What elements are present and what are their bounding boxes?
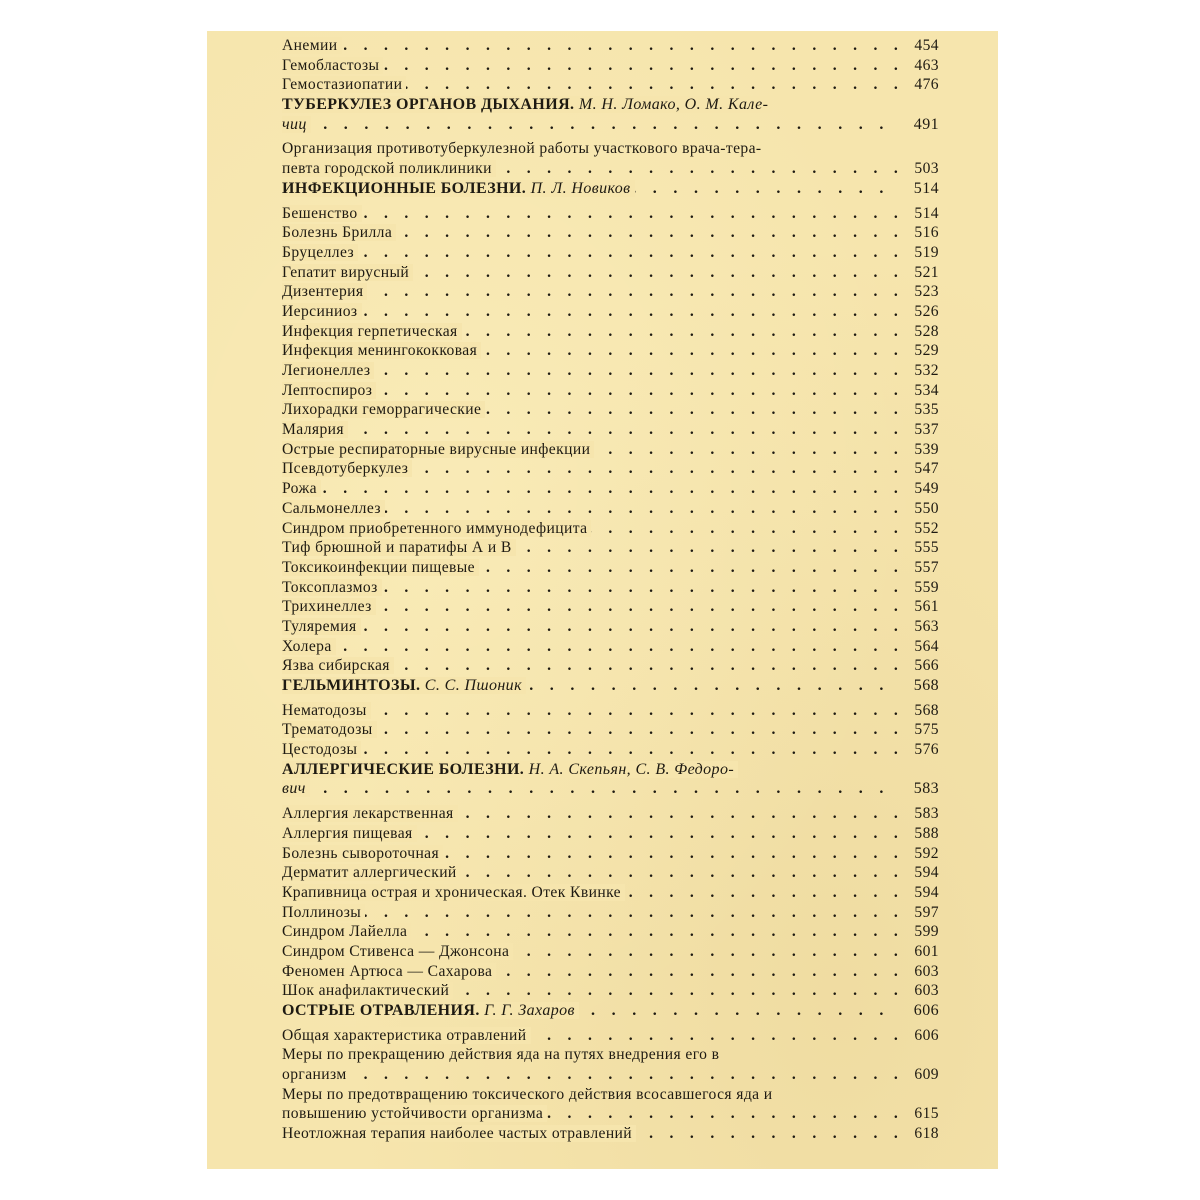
section-author: Г. Г. Захаров [484, 1002, 575, 1019]
toc-entry-page: 603 [914, 962, 939, 980]
toc-entry [282, 381, 939, 401]
toc-entry-page: 523 [914, 283, 939, 301]
section-heading-tb [282, 95, 939, 115]
toc-entry-title: Организация противотуберкулезной работы участкового врача-тера- [282, 140, 762, 158]
toc-entry [282, 322, 939, 342]
toc-entry-page: 583 [914, 805, 939, 823]
toc-entry-title-cont: повышению устойчивости организма [282, 1105, 547, 1122]
toc-entry-page: 594 [914, 864, 939, 882]
table-of-contents [282, 36, 939, 1144]
toc-entry-page: 549 [914, 480, 939, 498]
toc-entry-page: 516 [914, 224, 939, 242]
toc-entry-page: 563 [914, 617, 939, 635]
toc-entry [282, 617, 939, 637]
toc-entry [282, 597, 939, 617]
toc-entry [282, 1104, 939, 1124]
toc-entry-title: Рожа [282, 480, 321, 497]
toc-entry [282, 962, 939, 982]
toc-entry-title: Дизентерия [282, 283, 367, 300]
toc-entry [282, 440, 939, 460]
toc-entry-page: 539 [914, 440, 939, 458]
toc-entry [282, 341, 939, 361]
toc-entry [282, 56, 939, 76]
toc-entry [282, 459, 939, 479]
toc-entry [282, 400, 939, 420]
toc-entry-page: 599 [914, 923, 939, 941]
toc-entry [282, 420, 939, 440]
toc-entry-title: Меры по предотвращению токсического действия всосавшегося яда и [282, 1085, 773, 1103]
toc-entry [282, 263, 939, 283]
toc-entry [282, 36, 939, 56]
toc-entry-title: Аллергия лекарственная [282, 805, 458, 822]
section-page: 606 [913, 1002, 939, 1019]
section-title: ОСТРЫЕ ОТРАВЛЕНИЯ. [282, 1002, 480, 1019]
toc-entry [282, 578, 939, 598]
toc-entry [282, 499, 939, 519]
toc-entry [282, 519, 939, 539]
toc-entry-title: Гемобластозы [282, 57, 383, 74]
toc-entry-page: 547 [914, 460, 939, 478]
toc-entry [282, 1124, 939, 1144]
section-title: ТУБЕРКУЛЕЗ ОРГАНОВ ДЫХАНИЯ. [282, 96, 575, 114]
toc-entry-page: 564 [914, 637, 939, 655]
toc-entry-wrap-line [282, 139, 939, 159]
toc-entry-title: Инфекция менингококковая [282, 342, 481, 359]
section-author: С. С. Пшоник [424, 677, 522, 694]
toc-entry-page: 521 [914, 263, 939, 281]
toc-entry-page: 576 [914, 741, 939, 759]
toc-entry-title: Бешенство [282, 205, 362, 222]
toc-entry-page: 597 [914, 903, 939, 921]
toc-entry-page: 454 [914, 37, 939, 54]
allerg-list [282, 804, 939, 1001]
toc-entry [282, 701, 939, 721]
section-page: 491 [913, 115, 939, 133]
toc-entry-page: 528 [914, 322, 939, 340]
toc-entry-title: Неотложная терапия наиболее частых отравлений [282, 1125, 636, 1142]
toc-entry-page: 529 [914, 342, 939, 360]
toc-entry-title: Токсикоинфекции пищевые [282, 559, 479, 576]
toc-entry-page: 561 [914, 598, 939, 616]
section-page: 514 [913, 179, 939, 197]
toc-entry [282, 302, 939, 322]
toc-entry-title: Цестодозы [282, 741, 361, 758]
toc-entry [282, 75, 939, 95]
toc-entry-wrap-line [282, 1045, 939, 1065]
book-page [207, 31, 998, 1169]
toc-entry-title: Болезнь сывороточная [282, 845, 443, 862]
section-heading-tb-cont [282, 115, 939, 135]
toc-entry-title: Общая характеристика отравлений [282, 1027, 531, 1044]
toc-entry-page: 532 [914, 362, 939, 379]
toc-entry-title: Тиф брюшной и паратифы А и В [282, 539, 516, 556]
toc-entry-title-cont: организм [282, 1066, 351, 1083]
toc-entry-page: 519 [914, 243, 939, 261]
toc-entry [282, 159, 939, 179]
toc-entry-page: 594 [914, 883, 939, 901]
section-heading-allerg [282, 760, 939, 780]
toc-entry-page: 503 [914, 160, 939, 178]
toc-entry-title: Острые респираторные вирусные инфекции [282, 441, 594, 458]
toc-entry-title: Синдром приобретенного иммунодефицита [282, 520, 591, 537]
section-heading-poison [282, 1001, 939, 1021]
toc-entry-title: Язва сибирская [282, 657, 394, 674]
toc-entry [282, 538, 939, 558]
section-author: П. Л. Новиков [530, 179, 631, 197]
toc-entry-page: 588 [914, 824, 939, 842]
toc-entry-page: 476 [914, 76, 939, 94]
toc-entry [282, 204, 939, 224]
toc-entry-title: Легионеллез [282, 362, 374, 379]
toc-entry-page: 575 [914, 721, 939, 739]
toc-entry-title: Иерсиниоз [282, 303, 362, 320]
toc-entry-title: Синдром Лайелла [282, 923, 411, 940]
toc-entry [282, 223, 939, 243]
toc-entry-title: Холера [282, 638, 336, 655]
section-author: М. Н. Ломако, О. М. Кале- [578, 96, 769, 114]
toc-entry-page: 609 [914, 1066, 939, 1084]
toc-entry-title: Нематодозы [282, 702, 371, 719]
toc-entry [282, 922, 939, 942]
toc-entry-page: 615 [914, 1105, 939, 1123]
toc-entry [282, 981, 939, 1001]
toc-entry [282, 282, 939, 302]
toc-entry [282, 656, 939, 676]
toc-entry [282, 844, 939, 864]
section-heading-infect [282, 179, 939, 199]
toc-entry-page: 526 [914, 302, 939, 320]
toc-entry-page: 514 [914, 204, 939, 222]
section-author: Н. А. Скепьян, С. В. Федоро- [528, 760, 735, 778]
toc-entry-page: 550 [914, 499, 939, 517]
toc-entry-title: Трихинеллез [282, 598, 376, 615]
toc-entry-title: Сальмонеллез [282, 500, 385, 517]
toc-entry-page: 603 [914, 982, 939, 1000]
toc-entry [282, 863, 939, 883]
section-page: 568 [913, 677, 939, 694]
toc-entry-page: 606 [914, 1026, 939, 1044]
toc-entry-title: Крапивница острая и хроническая. Отек Квинке [282, 884, 625, 901]
toc-entry-page: 601 [914, 942, 939, 960]
toc-entry-page: 592 [914, 844, 939, 862]
infect-list [282, 204, 939, 677]
section-heading-allerg-cont [282, 779, 939, 799]
toc-entry [282, 824, 939, 844]
section-title: АЛЛЕРГИЧЕСКИЕ БОЛЕЗНИ. [282, 760, 525, 778]
toc-entry-title: Феномен Артюса — Сахарова [282, 963, 496, 980]
toc-entry [282, 740, 939, 760]
toc-entry [282, 1026, 939, 1046]
toc-entry-title: Гепатит вирусный [282, 264, 413, 281]
section-author-cont: вич [282, 780, 306, 798]
toc-entry-title: Гемостазиопатии [282, 76, 406, 93]
toc-entry [282, 720, 939, 740]
toc-entry [282, 1065, 939, 1085]
section-title: ИНФЕКЦИОННЫЕ БОЛЕЗНИ. [282, 179, 527, 197]
toc-entry-title: Инфекция герпетическая [282, 323, 462, 340]
toc-entry-page: 463 [914, 56, 939, 74]
toc-entry-title: Трематодозы [282, 721, 377, 738]
toc-entry-wrap-line [282, 1085, 939, 1105]
toc-entry [282, 942, 939, 962]
toc-entry-title: Лептоспироз [282, 382, 376, 399]
toc-entry-page: 552 [914, 519, 939, 537]
toc-entry-title: Туляремия [282, 618, 361, 635]
toc-entry [282, 903, 939, 923]
toc-entry [282, 243, 939, 263]
toc-entry-title: Малярия [282, 421, 348, 438]
section-heading-helm [282, 676, 939, 696]
toc-entry-title: Шок анафилактический [282, 982, 453, 999]
helm-list [282, 701, 939, 760]
toc-entry-title: Дерматит аллергический [282, 864, 461, 881]
toc-entry-page: 535 [914, 401, 939, 419]
toc-entry-title: Болезнь Брилла [282, 224, 396, 241]
toc-entry-page: 534 [914, 381, 939, 399]
toc-entry-title-cont: певта городской поликлиники [282, 160, 496, 177]
toc-entry-title: Меры по прекращению действия яда на путях внедрения его в [282, 1046, 720, 1064]
toc-entry-page: 559 [914, 578, 939, 596]
toc-entry-page: 537 [914, 421, 939, 439]
toc-entry [282, 804, 939, 824]
toc-entry [282, 883, 939, 903]
toc-entry-title: Аллергия пищевая [282, 825, 417, 842]
toc-entry [282, 479, 939, 499]
section-author-cont: чиц [282, 115, 307, 133]
toc-entry [282, 558, 939, 578]
toc-entry-page: 555 [914, 539, 939, 557]
section-title: ГЕЛЬМИНТОЗЫ. [282, 677, 421, 694]
toc-entry-page: 557 [914, 558, 939, 576]
toc-entry [282, 637, 939, 657]
toc-entry [282, 361, 939, 381]
toc-entry-title: Поллинозы [282, 904, 365, 921]
toc-entry-title: Токсоплазмоз [282, 579, 382, 596]
toc-entry-page: 568 [914, 701, 939, 719]
toc-entry-title: Псевдотуберкулез [282, 460, 412, 477]
toc-entry-title: Анемии [282, 37, 342, 54]
section-page: 583 [913, 780, 939, 798]
toc-entry-page: 566 [914, 657, 939, 675]
toc-entry-title: Синдром Стивенса — Джонсона [282, 943, 513, 960]
toc-entry-title: Бруцеллез [282, 244, 358, 261]
toc-entry-page: 618 [914, 1125, 939, 1143]
toc-entry-title: Лихорадки геморрагические [282, 401, 485, 418]
